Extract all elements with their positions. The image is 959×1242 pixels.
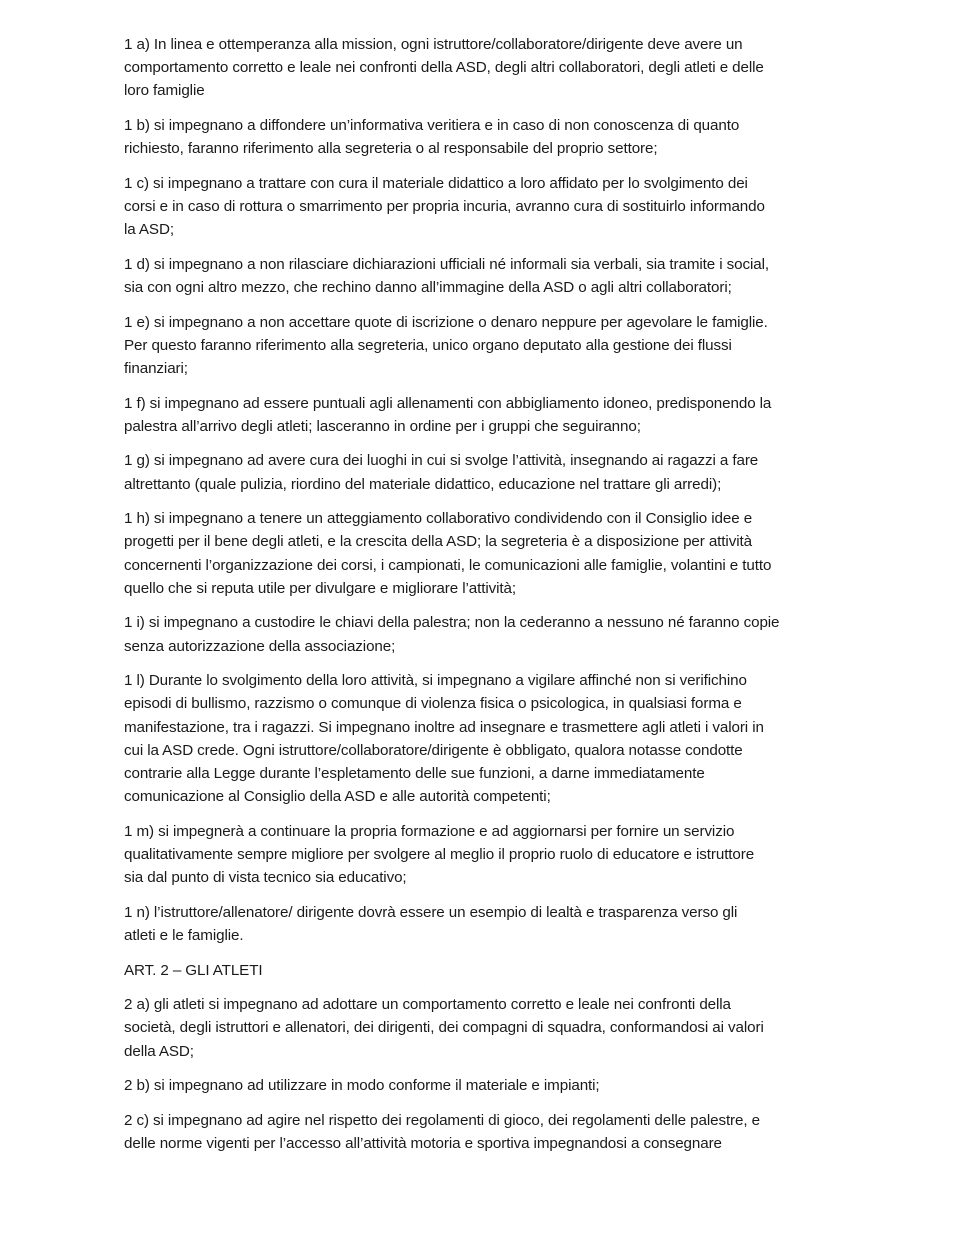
text-line: 1 l) Durante lo svolgimento della loro attività, si impegnano a vigilare affinché non si verifichino xyxy=(124,672,747,690)
text-line: finanziari; xyxy=(124,360,188,377)
paragraph-2b xyxy=(124,1074,840,1097)
text-line: 1 d) si impegnano a non rilasciare dichiarazioni ufficiali né informali sia verbali, sia tramite i social, xyxy=(124,255,770,273)
text-line: comunicazione al Consiglio della ASD e alle autorità competenti; xyxy=(124,788,551,806)
paragraph-1b xyxy=(124,114,840,160)
text-line: progetti per il bene degli atleti, e la crescita della ASD; la segreteria è a disposizione per attività xyxy=(124,533,752,551)
paragraph-2a xyxy=(124,993,840,1063)
paragraph-1m xyxy=(124,820,840,890)
paragraph-1f xyxy=(124,392,840,438)
text-line: 1 g) si impegnano ad avere cura dei luoghi in cui si svolge l’attività, insegnando ai ragazzi a fare xyxy=(124,452,759,470)
text-line: sia dal punto di vista tecnico sia educativo; xyxy=(124,869,407,887)
text-line: la ASD; xyxy=(124,221,174,239)
text-line: 1 h) si impegnano a tenere un atteggiamento collaborativo condividendo con il Consiglio idee e xyxy=(124,510,753,528)
text-line: 1 e) si impegnano a non accettare quote di iscrizione o denaro neppure per agevolare le famiglie. xyxy=(124,313,768,331)
paragraph-1d xyxy=(124,253,840,299)
paragraph-1h xyxy=(124,507,840,600)
text-line: comportamento corretto e leale nei confronti della ASD, degli altri collaboratori, degli atleti e delle xyxy=(124,59,764,77)
text-line: corsi e in caso di rottura o smarrimento per propria incuria, avranno cura di sostituirlo informando xyxy=(124,198,765,215)
paragraph-1i xyxy=(124,611,840,657)
text-line: episodi di bullismo, razzismo o comunque di violenza fisica o psicologica, in qualsiasi forma e xyxy=(124,695,742,713)
text-line: palestra all’arrivo degli atleti; lasceranno in ordine per i gruppi che seguiranno; xyxy=(124,417,641,435)
text-line: altrettanto (quale pulizia, riordino del materiale didattico, educazione nel trattare gli arredi); xyxy=(124,475,722,493)
text-line: cui la ASD crede. Ogni istruttore/collaboratore/dirigente è obbligato, qualora notasse condotte xyxy=(124,741,743,759)
text-line: delle norme vigenti per l’accesso all’attività motoria e sportiva impegnandosi a consegnare xyxy=(124,1134,722,1152)
text-line: senza autorizzazione della associazione; xyxy=(124,637,396,655)
paragraph-1g xyxy=(124,449,840,495)
text-line: 2 a) gli atleti si impegnano ad adottare un comportamento corretto e leale nei confronti della xyxy=(124,996,731,1014)
text-line: della ASD; xyxy=(124,1042,194,1060)
text-line: 1 m) si impegnerà a continuare la propria formazione e ad aggiornarsi per fornire un servizio xyxy=(124,822,735,840)
text-line: 1 c) si impegnano a trattare con cura il materiale didattico a loro affidato per lo svolgimento dei xyxy=(124,174,748,192)
section-heading-art-2 xyxy=(124,959,840,982)
paragraph-1c xyxy=(124,172,840,242)
text-line: 1 i) si impegnano a custodire le chiavi della palestra; non la cederanno a nessuno né faranno copie xyxy=(124,614,780,632)
heading-text: ART. 2 – GLI ATLETI xyxy=(124,961,263,979)
text-line: quello che si reputa utile per divulgare e migliorare l’attività; xyxy=(124,579,516,597)
text-line: contrarie alla Legge durante l’espletamento delle sue funzioni, a darne immediatamente xyxy=(124,765,705,782)
text-line: 2 b) si impegnano ad utilizzare in modo conforme il materiale e impianti; xyxy=(124,1077,600,1095)
paragraph-1e xyxy=(124,311,840,381)
text-line: società, degli istruttori e allenatori, dei dirigenti, dei compagni di squadra, conformandosi ai valori xyxy=(124,1019,764,1037)
paragraph-2c xyxy=(124,1109,840,1155)
text-line: 1 n) l’istruttore/allenatore/ dirigente dovrà essere un esempio di lealtà e trasparenza verso gli xyxy=(124,903,738,921)
text-line: concernenti l’organizzazione dei corsi, i campionati, le comunicazioni alle famiglie, volantini e tutto xyxy=(124,556,772,574)
paragraph-1n xyxy=(124,901,840,947)
text-line: 1 b) si impegnano a diffondere un’informativa veritiera e in caso di non conoscenza di quanto xyxy=(124,117,740,134)
paragraph-1l xyxy=(124,669,840,808)
text-line: 1 f) si impegnano ad essere puntuali agli allenamenti con abbigliamento idoneo, predisponendo la xyxy=(124,394,772,412)
text-line: sia con ogni altro mezzo, che rechino danno all’immagine della ASD o agli altri collaboratori; xyxy=(124,279,732,296)
text-line: loro famiglie xyxy=(124,82,205,100)
text-line: Per questo faranno riferimento alla segreteria, unico organo deputato alla gestione dei flussi xyxy=(124,336,732,354)
text-line: qualitativamente sempre migliore per svolgere al meglio il proprio ruolo di educatore e istruttore xyxy=(124,846,755,863)
text-line: 1 a) In linea e ottemperanza alla mission, ogni istruttore/collaboratore/dirigente deve avere un xyxy=(124,36,743,53)
document-body xyxy=(124,33,840,1167)
text-line: richiesto, faranno riferimento alla segreteria o al responsabile del proprio settore; xyxy=(124,140,658,158)
text-line: atleti e le famiglie. xyxy=(124,927,244,944)
text-line: manifestazione, tra i ragazzi. Si impegnano inoltre ad insegnare e trasmettere agli atleti i valori in xyxy=(124,718,764,736)
paragraph-1a xyxy=(124,33,840,103)
text-line: 2 c) si impegnano ad agire nel rispetto dei regolamenti di gioco, dei regolamenti delle palestre, e xyxy=(124,1111,760,1129)
